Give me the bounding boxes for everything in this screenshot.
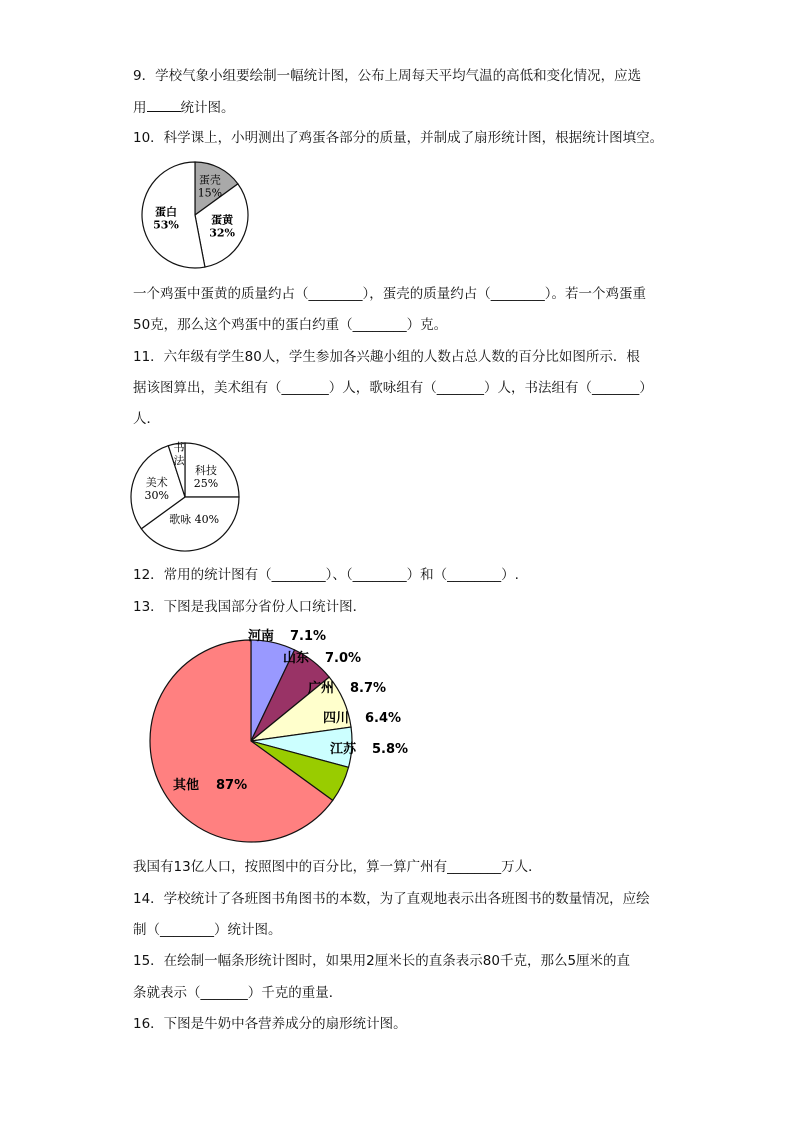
q11-line1: 11．六年级有学生80人，学生参加各兴趣小组的人数占总人数的百分比如图所示．根 bbox=[133, 349, 640, 365]
group-pie-label-2: 歌咏 40% bbox=[169, 513, 220, 527]
egg-pie-label-2: 蛋黄 bbox=[211, 213, 234, 227]
egg-pie-value-3: 53% bbox=[153, 218, 179, 232]
population-pie-value-4: 6.4% bbox=[365, 711, 402, 726]
population-pie-value-2: 7.0% bbox=[325, 651, 362, 666]
population-pie-label-2: 山东 bbox=[283, 651, 310, 666]
group-pie-label-3: 美术 bbox=[145, 475, 168, 489]
q10-line1: 10．科学课上，小明测出了鸡蛋各部分的质量，并制成了扇形统计图，根据统计图填空。 bbox=[133, 130, 664, 146]
population-pie-label-5: 江苏 bbox=[330, 742, 357, 757]
egg-pie-value-1: 15% bbox=[197, 186, 223, 200]
q14-line2: 制（________）统计图。 bbox=[133, 922, 282, 938]
population-pie-value-3: 8.7% bbox=[350, 681, 387, 696]
q10-line2: 一个鸡蛋中蛋黄的质量约占（________），蛋壳的质量约占（________）。若一个鸡蛋重 bbox=[133, 286, 646, 302]
q11-line3: 人． bbox=[133, 411, 160, 427]
q11-line2: 据该图算出，美术组有（_______）人，歌咏组有（_______）人，书法组有（_______） bbox=[133, 380, 653, 396]
q11-interest-group-pie-chart bbox=[130, 439, 244, 555]
q9-line2-prefix: 用 bbox=[133, 100, 147, 116]
egg-pie-value-2: 32% bbox=[209, 226, 235, 240]
q15-line1: 15．在绘制一幅条形统计图时，如果用2厘米长的直条表示80千克，那么5厘米的直 bbox=[133, 953, 631, 969]
q12-line1: 12．常用的统计图有（________）、（________）和（________）. bbox=[133, 567, 519, 583]
population-pie-label-6: 其他 bbox=[173, 778, 200, 793]
q9-line2-suffix: 统计图。 bbox=[180, 100, 235, 116]
population-pie-label-1: 河南 bbox=[248, 629, 275, 644]
population-pie-label-4: 四川 bbox=[323, 711, 350, 726]
group-pie-value-1: 25% bbox=[193, 476, 219, 490]
q13-line1: 13．下图是我国部分省份人口统计图． bbox=[133, 599, 367, 615]
q9-line1: 9．学校气象小组要绘制一幅统计图，公布上周每天平均气温的高低和变化情况，应选 bbox=[133, 68, 642, 84]
q16-line1: 16．下图是牛奶中各营养成分的扇形统计图。 bbox=[133, 1016, 407, 1032]
q9-line2 bbox=[133, 97, 235, 118]
group-pie-label-4-char-2: 法 bbox=[173, 454, 185, 467]
group-pie-label-1: 科技 bbox=[195, 463, 218, 477]
egg-pie-label-3: 蛋白 bbox=[154, 205, 177, 219]
q14-line1: 14．学校统计了各班图书角图书的本数，为了直观地表示出各班图书的数量情况，应绘 bbox=[133, 891, 650, 907]
q10-egg-pie-chart bbox=[140, 157, 252, 274]
population-pie-value-5: 5.8% bbox=[372, 742, 409, 757]
egg-pie-label-1: 蛋壳 bbox=[198, 173, 221, 187]
q15-line2: 条就表示（_______）千克的重量． bbox=[133, 985, 343, 1001]
population-pie-value-6: 87% bbox=[216, 778, 248, 793]
q9-answer-blank[interactable] bbox=[147, 97, 181, 112]
group-pie-value-3: 30% bbox=[144, 488, 169, 502]
q13-line2: 我国有13亿人口，按照图中的百分比，算一算广州有________万人． bbox=[133, 859, 542, 875]
population-pie-value-1: 7.1% bbox=[290, 629, 327, 644]
q10-line3: 50克，那么这个鸡蛋中的蛋白约重（________）克。 bbox=[133, 317, 448, 333]
group-pie-label-4-char-1: 书 bbox=[173, 441, 185, 454]
population-pie-label-3: 广州 bbox=[308, 681, 335, 696]
q13-population-pie-chart bbox=[140, 620, 430, 850]
